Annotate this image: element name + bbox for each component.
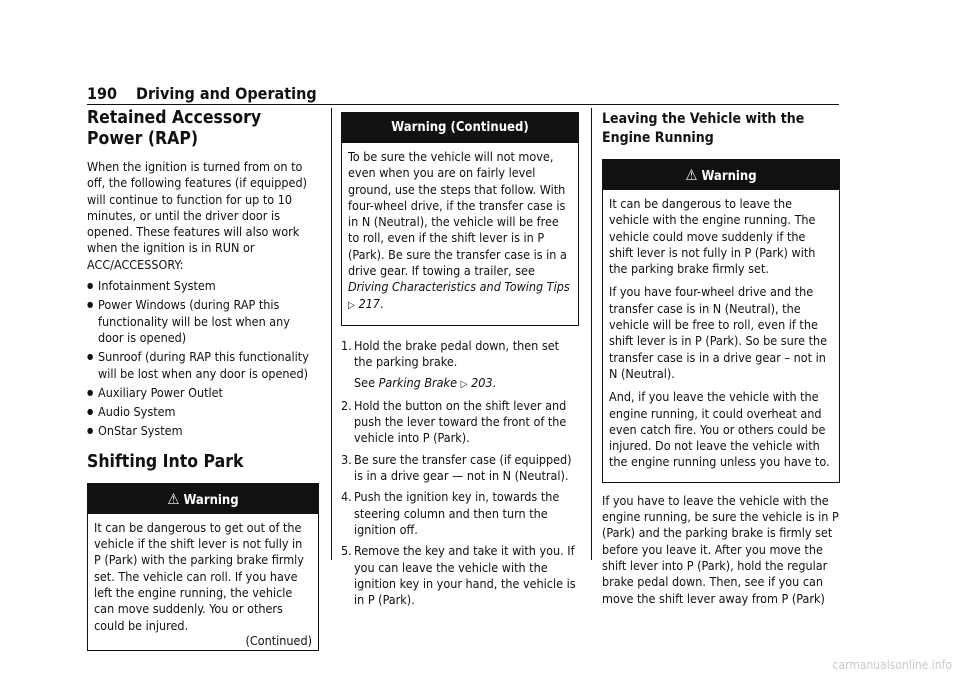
warning-box (602, 159, 840, 483)
warning-icon: ⚠ (167, 489, 180, 508)
list-item: 3. Be sure the transfer case (if equipped) is in a drive gear — not in N (Neutral). (341, 451, 572, 484)
list-item: 5. Remove the key and take it with you. If you can leave the vehicle with the ignition key in your hand, the vehicle is in P (Park). (341, 543, 576, 608)
watermark: carmanualsonline.info (832, 658, 952, 672)
list-item: 4. Push the ignition key in, towards the steering column and then turn the ignition off. (341, 489, 560, 537)
warning-box-continued (341, 112, 579, 326)
list-item: 2. Hold the button on the shift lever and push the lever toward the front of the vehicle into P (Park). (341, 397, 567, 446)
list-item: ● OnStar System (87, 423, 319, 439)
warning-box (87, 483, 319, 651)
list-item: ● Sunroof (during RAP this functionality will be lost when any door is opened) (87, 349, 319, 382)
rap-heading: Retained Accessory Power (RAP) (87, 108, 262, 149)
towing-tips-link[interactable]: Driving Characteristics and Towing Tips (348, 279, 570, 295)
rap-intro: When the ignition is turned from on to off, the following features (if equipped) will continue to function for up to 10 minutes, or until the driver door is opened. These features will also work when the ignition is in RUN or ACC/ACCESSORY: (87, 159, 308, 272)
warning-paragraph: It can be dangerous to leave the vehicle with the engine running. The vehicle could move suddenly if the shift lever is not fully in P (Park) with the parking brake firmly set. (609, 196, 816, 277)
list-item: ● Infotainment System (87, 278, 319, 294)
warning-body (603, 190, 839, 482)
warning-header: Warning (Continued) (342, 113, 578, 143)
list-item: ● Power Windows (during RAP this functionality will be lost when any door is opened) (87, 297, 319, 346)
rap-feature-list (87, 278, 319, 440)
page-ref-icon: ▷ (348, 299, 355, 311)
engine-running-heading: Leaving the Vehicle with the Engine Running (602, 111, 805, 146)
warning-icon: ⚠ (685, 166, 698, 184)
warning-text: It can be dangerous to get out of the vehicle if the shift lever is not fully in P (Park) with the parking brake firmly set. The vehicle can roll. If you have left the engine running, the vehicle can move suddenly. You or others could be injured. (94, 519, 304, 633)
warning-body (342, 143, 578, 325)
column-middle (341, 108, 579, 613)
page-header (87, 82, 839, 104)
column-divider (591, 108, 592, 560)
list-item: 1. Hold the brake pedal down, then set the parking brake. See Parking Brake ▷ 203. (341, 338, 579, 393)
park-heading: Shifting Into Park (87, 451, 244, 472)
parking-brake-link[interactable]: Parking Brake (378, 374, 457, 390)
warning-title: Warning (701, 169, 757, 184)
list-item: ● Audio System (87, 404, 319, 420)
warning-paragraph: And, if you leave the vehicle with the engine running, it could overheat and even catch fire. You or others could be injured. Do not leave the vehicle with the engine running unless you have to. (609, 389, 830, 470)
warning-paragraph: If you have four-wheel drive and the transfer case is in N (Neutral), the vehicle will be free to roll, even if the shift lever is in P (Park). So be sure the transfer case is in a drive gear – not in N (Neutral). (609, 284, 828, 381)
engine-running-body: If you have to leave the vehicle with the engine running, be sure the vehicle is in P (Park) and the parking brake is firmly set before you leave it. After you move the shift lever into P (Park), hold the regular brake pedal down. Then, see if you can move the shift lever away from P (Park) (602, 492, 839, 606)
page-ref-icon: ▷ (460, 378, 468, 390)
warning-header (603, 160, 839, 190)
page-number: 190 (87, 84, 118, 103)
warning-header (88, 484, 318, 514)
header-rule (87, 104, 839, 105)
column-divider (331, 108, 332, 560)
warning-title: Warning (183, 492, 239, 508)
continued-label: (Continued) (245, 632, 312, 648)
section-title: Driving and Operating (136, 84, 317, 103)
column-right (602, 108, 840, 607)
see-reference: See Parking Brake ▷ 203. (354, 374, 497, 390)
park-steps (341, 338, 579, 608)
towing-tips-page: 217 (358, 295, 380, 311)
warning-body (88, 514, 318, 650)
list-item: ● Auxiliary Power Outlet (87, 385, 319, 401)
warning-text: To be sure the vehicle will not move, even when you are on fairly level ground, use the steps that follow. With four-wheel drive, if the transfer case is in N (Neutral), the vehicle will be free to roll, even if the shift lever is in P (Park). Be sure the transfer case is in a drive gear. If towing a trailer, see Driving Characteristics and Towing Tips ▷ 217. (348, 149, 570, 311)
column-left (87, 108, 319, 651)
